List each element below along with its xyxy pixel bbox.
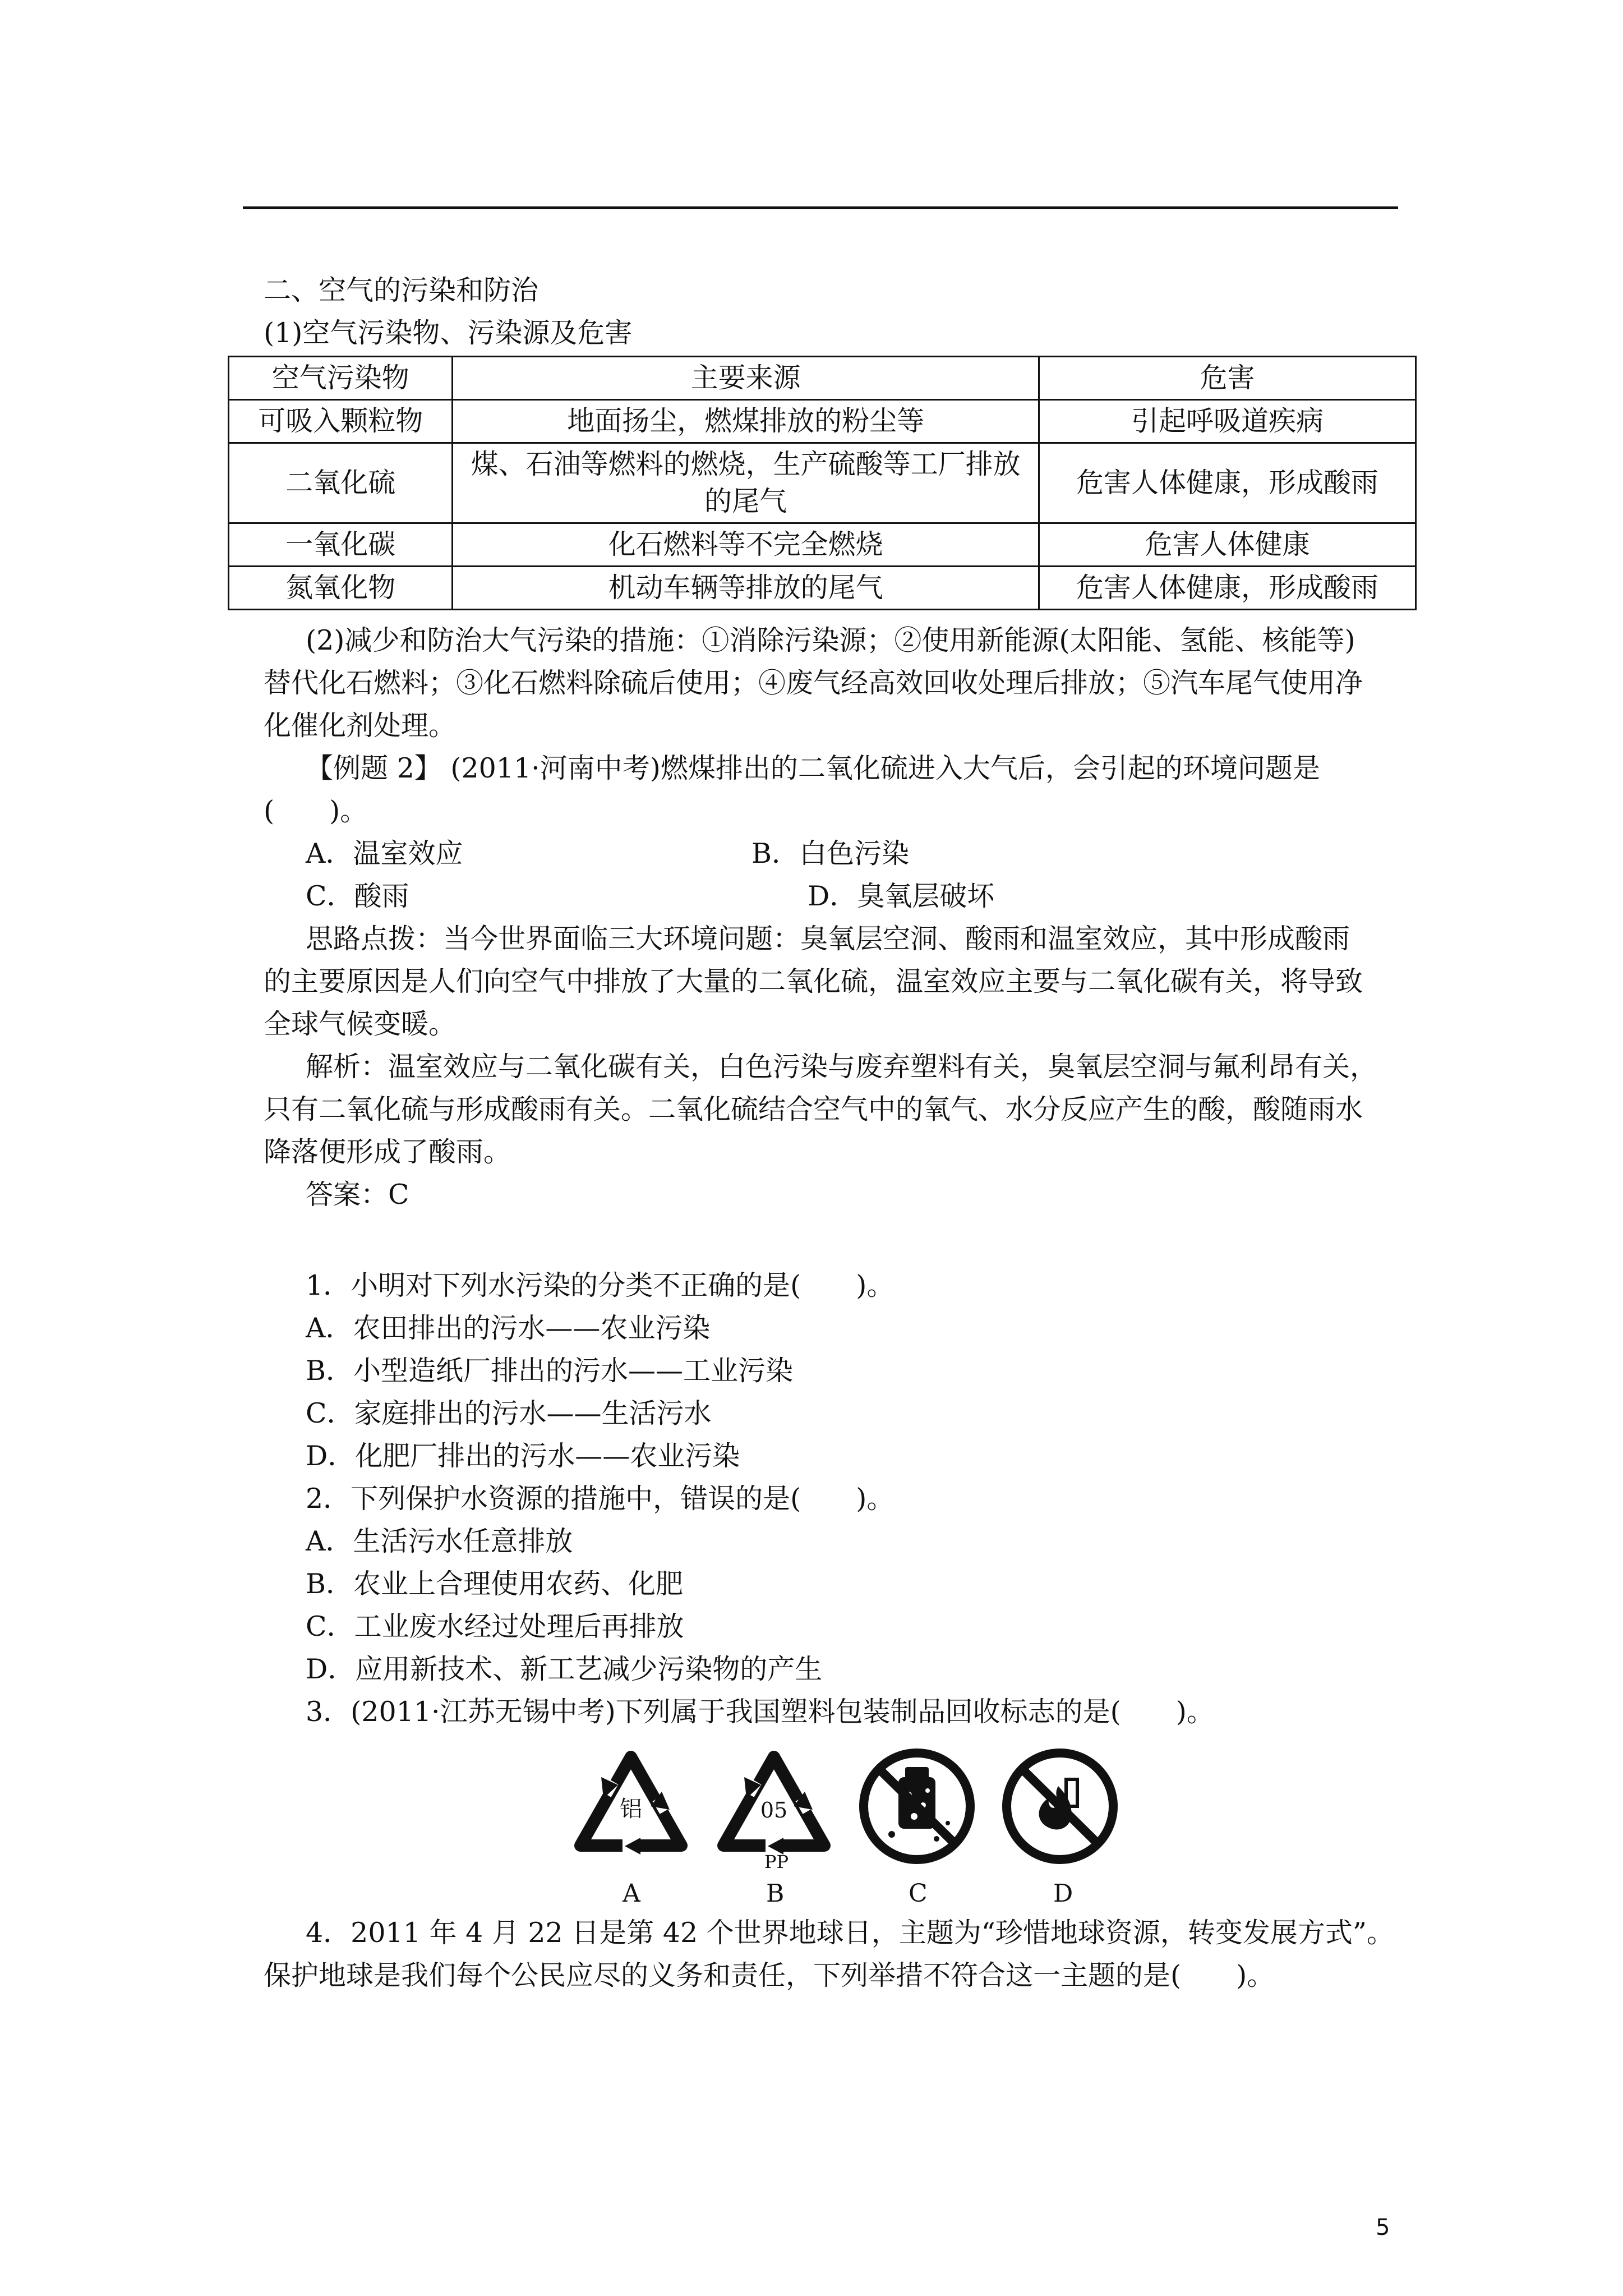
svg-text:铝: 铝 (620, 1796, 642, 1822)
table-cell: 危害人体健康，形成酸雨 (1039, 443, 1415, 523)
table-cell: 煤、石油等燃料的燃烧，生产硫酸等工厂排放的尾气 (453, 443, 1039, 523)
table-cell: 二氧化硫 (229, 443, 453, 523)
option-d: D．臭氧层破坏 (808, 880, 995, 912)
sub-title: (1)空气污染物、污染源及危害 (264, 317, 633, 349)
table-cell: 一氧化碳 (229, 523, 453, 567)
question-4: 4．2011 年 4 月 22 日是第 42 个世界地球日，主题为“珍惜地球资源，转变发展方式”。 (306, 1917, 1394, 1949)
analysis-line: 解析：温室效应与二氧化碳有关，白色污染与废弃塑料有关，臭氧层空洞与氟利昂有关， (306, 1051, 1378, 1083)
example-question: ( )。 (264, 795, 368, 827)
table-header: 空气污染物 (229, 357, 453, 400)
table-row (229, 443, 1416, 523)
page-number: 5 (1376, 2215, 1390, 2240)
hint-line: 全球气候变暖。 (264, 1008, 457, 1040)
table-cell: 引起呼吸道疾病 (1039, 400, 1415, 443)
question-3: 3．(2011·江苏无锡中考)下列属于我国塑料包装制品回收标志的是( )。 (306, 1696, 1214, 1728)
answer-line: 答案：C (306, 1179, 409, 1211)
hint-line: 的主要原因是人们向空气中排放了大量的二氧化硫，温室效应主要与二氧化碳有关，将导致 (264, 965, 1363, 997)
recycle-pp-icon (709, 1745, 838, 1868)
option-a-label: A (623, 1879, 640, 1908)
table-header-row (229, 357, 1416, 400)
question-2-option: D．应用新技术、新工艺减少污染物的产生 (306, 1653, 823, 1685)
no-littering-icon (852, 1745, 981, 1868)
section-title: 二、空气的污染和防治 (264, 274, 539, 306)
measures-line: 化催化剂处理。 (264, 710, 457, 742)
example-question: 【例题 2】 (2011·河南中考)燃煤排出的二氧化硫进入大气后，会引起的环境问题是 (306, 752, 1320, 784)
option-c: C．酸雨 (306, 880, 409, 912)
table-cell: 可吸入颗粒物 (229, 400, 453, 443)
table-cell: 危害人体健康 (1039, 523, 1415, 567)
question-2-option: C．工业废水经过处理后再排放 (306, 1611, 684, 1642)
table-cell: 化石燃料等不完全燃烧 (453, 523, 1039, 567)
question-1-option: B．小型造纸厂排出的污水——工业污染 (306, 1355, 794, 1387)
no-burning-icon (995, 1745, 1124, 1868)
question-1-option: A．农田排出的污水——农业污染 (306, 1312, 711, 1344)
table-cell: 地面扬尘，燃煤排放的粉尘等 (453, 400, 1039, 443)
option-a: A．温室效应 (306, 838, 463, 869)
question-2-option: A．生活污水任意排放 (306, 1525, 573, 1557)
table-cell: 机动车辆等排放的尾气 (453, 567, 1039, 610)
question-4: 保护地球是我们每个公民应尽的义务和责任，下列举措不符合这一主题的是( )。 (264, 1959, 1275, 1991)
option-b: B．白色污染 (751, 838, 910, 869)
svg-text:05: 05 (760, 1798, 788, 1823)
table-cell: 危害人体健康，形成酸雨 (1039, 567, 1415, 610)
table-row (229, 567, 1416, 610)
option-d-label: D (1053, 1879, 1073, 1908)
table-row (229, 523, 1416, 567)
analysis-line: 只有二氧化硫与形成酸雨有关。二氧化硫结合空气中的氧气、水分反应产生的酸，酸随雨水 (264, 1093, 1363, 1125)
table-header: 危害 (1039, 357, 1415, 400)
pollution-table (228, 356, 1417, 610)
option-b-label: B (766, 1879, 785, 1908)
question-2-option: B．农业上合理使用农药、化肥 (306, 1568, 684, 1600)
analysis-line: 降落便形成了酸雨。 (264, 1136, 511, 1168)
table-header: 主要来源 (453, 357, 1039, 400)
header-rule (243, 206, 1398, 209)
question-1-option: C．家庭排出的污水——生活污水 (306, 1397, 712, 1429)
measures-line: (2)减少和防治大气污染的措施：①消除污染源；②使用新能源(太阳能、氢能、核能等) (306, 624, 1355, 656)
question-1: 1．小明对下列水污染的分类不正确的是( )。 (306, 1269, 895, 1301)
question-2: 2．下列保护水资源的措施中，错误的是( )。 (306, 1483, 895, 1515)
question-1-option: D．化肥厂排出的污水——农业污染 (306, 1440, 740, 1472)
recycle-aluminum-icon (566, 1745, 695, 1868)
option-c-label: C (909, 1879, 928, 1908)
hint-line: 思路点拨：当今世界面临三大环境问题：臭氧层空洞、酸雨和温室效应，其中形成酸雨 (306, 923, 1350, 955)
table-row (229, 400, 1416, 443)
pp-label: PP (764, 1851, 789, 1872)
table-cell: 氮氧化物 (229, 567, 453, 610)
measures-line: 替代化石燃料；③化石燃料除硫后使用；④废气经高效回收处理后排放；⑤汽车尾气使用净 (264, 667, 1363, 699)
